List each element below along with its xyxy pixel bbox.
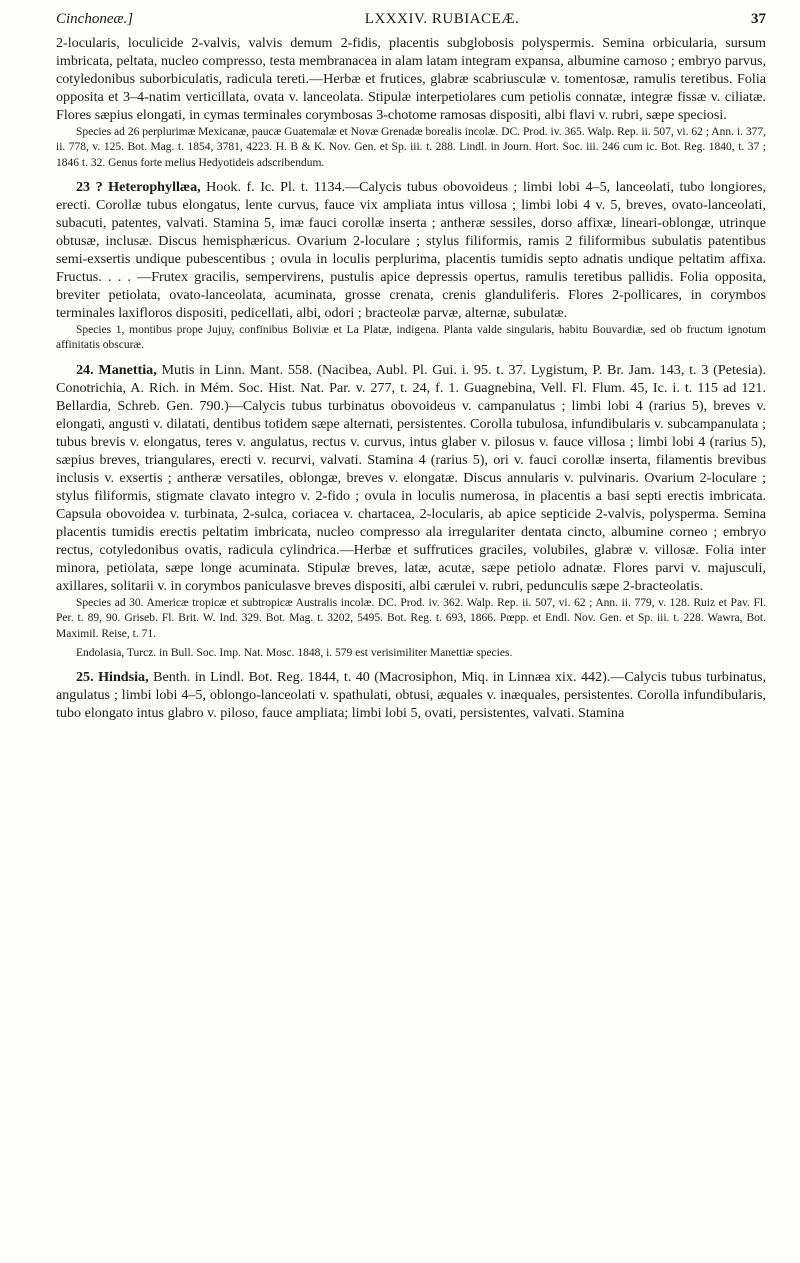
species-note xyxy=(56,125,766,171)
note-text: Species ad 26 perplurimæ Mexicanæ, paucæ Guatemalæ et Novæ Grenadæ borealis incolæ. DC. Prod. iv. 365. Walp. Rep. ii. 507, vi. 62 ; Ann. i. 377, ii. 778, v. 125. Bot. Mag. t. 1854, 3781, 4223. H. B & K. Nov. Gen. et Sp. iii. t. 288. Lindl. in Journ. Hort. Soc. iii. 246 cum ic. Bot. Reg. 1840, t. 37 ; 1846 t. 32. Genus forte melius Hedyotideis adscribendum. xyxy=(56,126,766,169)
genus-entry-manettia xyxy=(56,361,766,596)
genus-heading: 23 ? Heterophyllæa, xyxy=(76,178,201,195)
note-text: Endolasia, Turcz. in Bull. Soc. Imp. Nat. Mosc. 1848, i. 579 est verisimiliter Manettiæ species. xyxy=(76,646,513,659)
genus-entry-heterophyllaea xyxy=(56,178,766,322)
genus-heading: 25. Hindsia, xyxy=(76,669,149,686)
genus-entry-hindsia xyxy=(56,668,766,722)
running-head-tribe: Cinchoneæ.] xyxy=(56,11,134,27)
note-text: Species ad 30. Americæ tropicæ et subtropicæ Australis incolæ. DC. Prod. iv. 362. Walp. Rep. ii. 507, vi. 62 ; Ann. ii. 779, v. 128. Ruiz et Pav. Fl. Per. t. 89, 90. Griseb. Fl. Brit. W. Ind. 329. Bot. Mag. t. 3202, 5495. Bot. Reg. t. 693, 1866. Pœpp. et Endl. Nov. Gen. et Sp. iii. t. 228. Wawra, Bot. Maximil. Reise, t. 71. xyxy=(56,597,766,640)
running-head-family: LXXXIV. RUBIACEÆ. xyxy=(364,11,520,27)
page-number: 37 xyxy=(750,11,766,27)
paragraph-text: Hook. f. Ic. Pl. t. 1134.—Calycis tubus obovoideus ; limbi lobi 4–5, lanceolati, tubo longiores, erecti. Corollæ tubus elongatus, lente curvus, fauce vix ampliata intus villosa ; limbi lobi 4 v. 5, breves, ovato-lanceolati, subacuti, patentes, valvati. Stamina 5, imæ fauci corollæ inserta ; antheræ sessiles, dorso affixæ, lineari-oblongæ, utrinque obtusæ, inclusæ. Discus hemisphæricus. Ovarium 2-loculare ; stylus filiformis, ramis 2 filiformibus subulatis patentibus semi-exsertis undique pubescentibus ; ovula in loculis perplurima, placentis tumidis septo adnatis undique peltatim affixa. Fructus. . . . —Frutex gracilis, sempervirens, pustulis apice depressis opertus, ramulis teretibus pallidis. Folia opposita, breviter petiolata, ovato-lanceolata, acuminata, grosse crenata, crenis glanduliferis. Flores 2-pollicares, in corymbos terminales laxifloros dispositi, pedicellati, albi, odori ; bracteolæ parvæ, alternæ, subulatæ. xyxy=(56,178,766,322)
synonym-note xyxy=(56,646,766,661)
running-head xyxy=(56,4,766,34)
species-note xyxy=(56,323,766,353)
note-text: Species 1, montibus prope Jujuy, confinibus Boliviæ et La Platæ, indigena. Planta valde singularis, habitu Bouvardiæ, sed ob fructum ignotum affinitatis obscuræ. xyxy=(56,324,766,352)
genus-heading: 24. Manettia, xyxy=(76,361,157,378)
continued-genus-description xyxy=(56,34,766,124)
paragraph-text: Benth. in Lindl. Bot. Reg. 1844, t. 40 (Macrosiphon, Miq. in Linnæa xix. 442).—Calycis tubus turbinatus, angulatus ; limbi lobi 4–5, oblongo-lanceolati v. spathulati, obtusi, æquales v. inæquales, persistentes. Corolla infundibularis, tubo elongato intus glabro v. piloso, fauce ampliata; limbi lobi 5, ovati, persistentes, valvati. Stamina xyxy=(56,669,767,722)
paragraph-text: Mutis in Linn. Mant. 558. (Nacibea, Aubl. Pl. Gui. i. 95. t. 37. Lygistum, P. Br. Jam. 143, t. 3 (Petesia). Conotrichia, A. Rich. in Mém. Soc. Hist. Nat. Par. v. 277, t. 24, f. 1. Guagnebina, Vell. Fl. Flum. 45, Ic. i. t. 115 ad 121. Bellardia, Schreb. Gen. 790.)—Calycis tubus turbinatus obovoideus v. campanulatus ; limbi lobi 4 (rarius 5), breves v. elongati, angusti v. dilatati, dentibus totidem sæpe alternati, persistentes. Corolla tubulosa, infundibularis v. subcampanulata ; tubus brevis v. elongatus, teres v. angulatus, rectus v. curvus, intus glaber v. pilosus v. fauce villosa ; limbi lobi 4 (rarius 5), sæpius breves, triangulares, erecti v. recurvi, valvati. Stamina 4 (rarius 5), ori v. fauci corollæ inserta, filamentis brevibus inclusis v. exsertis ; antheræ versatiles, oblongæ, breves v. elongatæ. Discus annularis v. pulvinaris. Ovarium 2-loculare ; stylus filiformis, stigmate clavato integro v. 2-fido ; ovula in loculis numerosa, in placentis a basi septi erectis imbricata. Capsula obovoidea v. turbinata, 2-sulca, coriacea v. chartacea, 2-locularis, ab apice septicide 2-valvis, polysperma. Semina placentis tumidis erectis peltatim imbricata, nucleo compresso ala irregulariter dentata cincto, albumine corneo ; embryo rectus, cotyledonibus ovatis, radicula cylindrica.—Herbæ et suffrutices graciles, volubiles, glabræ v. villosæ. Folia inter minora, petiolata, sæpe longe acuminata. Stipulæ breves, latæ, acutæ, sæpe petiolo adnatæ. Flores parvi v. majusculi, axillares, solitarii v. in corymbos paniculasve breves dispositi, albi cærulei v. rubri, pedunculis sæpe 2-bracteolatis. xyxy=(56,361,766,595)
paragraph-text: 2-locularis, loculicide 2-valvis, valvis demum 2-fidis, placentis subglobosis polyspermis. Semina orbicularia, sursum imbricata, peltata, nucleo compresso, testa membranacea in alam latam integram expansa, albumine carnoso ; embryo parvus, cotyledonibus suborbiculatis, radicula tereti.—Herbæ et frutices, glabræ scabriusculæ v. tomentosæ, ramulis teretibus. Folia opposita et 3–4-natim verticillata, ovata v. lanceolata. Stipulæ interpetiolares cum petiolis connatæ, integræ fissæ v. ciliatæ. Flores sæpius elongati, in cymas terminales corymbosas 3-chotome ramosas dispositi, albi flavi v. rubri, sæpe speciosi. xyxy=(56,35,766,124)
species-note xyxy=(56,596,766,642)
